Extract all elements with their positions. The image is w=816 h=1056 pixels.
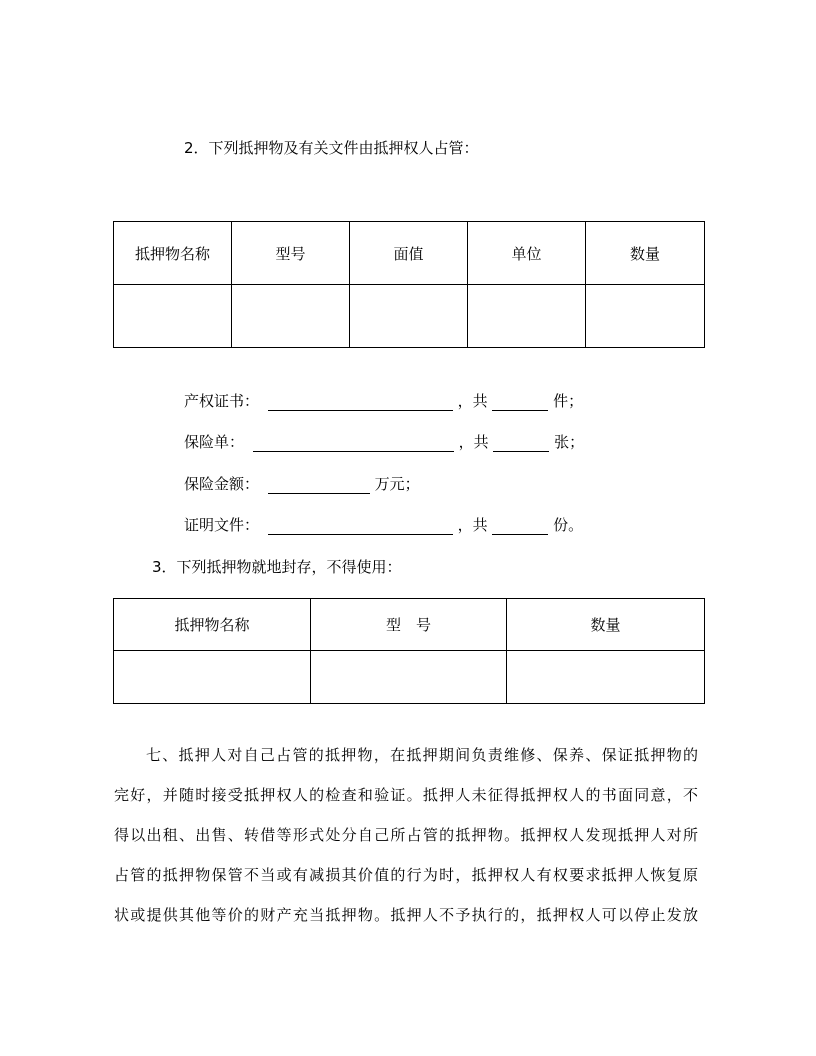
table-cell (350, 285, 468, 348)
table-cell (468, 285, 586, 348)
property-cert-label: 产权证书： (184, 392, 260, 410)
held-collateral-table (113, 221, 705, 348)
insurance-policy-label: 保险单： (184, 433, 245, 451)
paragraph-line: 状或提供其他等价的财产充当抵押物。抵押人不予执行的，抵押权人可以停止发放 (114, 906, 698, 924)
table-row (114, 651, 705, 704)
paragraph-line: 得以出租、出售、转借等形式处分自己所占管的抵押物。抵押权人发现抵押人对所 (114, 826, 698, 844)
certificates-count-blank[interactable] (492, 515, 548, 535)
column-header-face-value: 面值 (350, 222, 468, 285)
insurance-amount-blank[interactable] (268, 474, 370, 494)
column-header-quantity: 数量 (586, 222, 705, 285)
count-separator: ，共 (457, 392, 488, 410)
column-header-quantity: 数量 (507, 599, 705, 651)
certificates-label: 证明文件： (184, 516, 260, 534)
certificates-name-blank[interactable] (268, 515, 453, 535)
amount-unit: 万元； (374, 475, 420, 493)
table-header-row (114, 222, 705, 285)
article-7-paragraph (114, 735, 698, 935)
table-cell (507, 651, 705, 704)
paragraph-line: 占管的抵押物保管不当或有减损其价值的行为时，抵押权人有权要求抵押人恢复原 (114, 866, 698, 884)
insurance-amount-line (184, 474, 420, 494)
table-cell (232, 285, 350, 348)
paragraph-line: 完好，并随时接受抵押权人的检查和验证。抵押人未征得抵押权人的书面同意，不 (114, 786, 698, 804)
column-header-model: 型 号 (311, 599, 507, 651)
column-header-name: 抵押物名称 (114, 222, 232, 285)
paragraph-line: 七、抵押人对自己占管的抵押物，在抵押期间负责维修、保养、保证抵押物的 (146, 746, 698, 764)
property-cert-line (184, 391, 583, 411)
sealed-collateral-table (113, 598, 705, 704)
section-2-heading: 2．下列抵押物及有关文件由抵押权人占管： (184, 139, 479, 157)
count-unit: 张； (554, 433, 585, 451)
count-unit: 份。 (553, 516, 584, 534)
table-cell (586, 285, 705, 348)
insurance-policy-name-blank[interactable] (253, 432, 454, 452)
insurance-policy-count-blank[interactable] (493, 432, 549, 452)
count-unit: 件； (553, 392, 584, 410)
column-header-unit: 单位 (468, 222, 586, 285)
table-cell (114, 285, 232, 348)
property-cert-count-blank[interactable] (492, 391, 548, 411)
column-header-name: 抵押物名称 (114, 599, 311, 651)
count-separator: ，共 (458, 433, 489, 451)
count-separator: ，共 (457, 516, 488, 534)
table-header-row (114, 599, 705, 651)
table-cell (311, 651, 507, 704)
column-header-model: 型号 (232, 222, 350, 285)
insurance-amount-label: 保险金额： (184, 475, 260, 493)
certificates-line (184, 515, 583, 535)
table-cell (114, 651, 311, 704)
insurance-policy-line (184, 432, 584, 452)
table-row (114, 285, 705, 348)
property-cert-name-blank[interactable] (268, 391, 453, 411)
section-3-heading: 3．下列抵押物就地封存，不得使用： (152, 558, 402, 576)
